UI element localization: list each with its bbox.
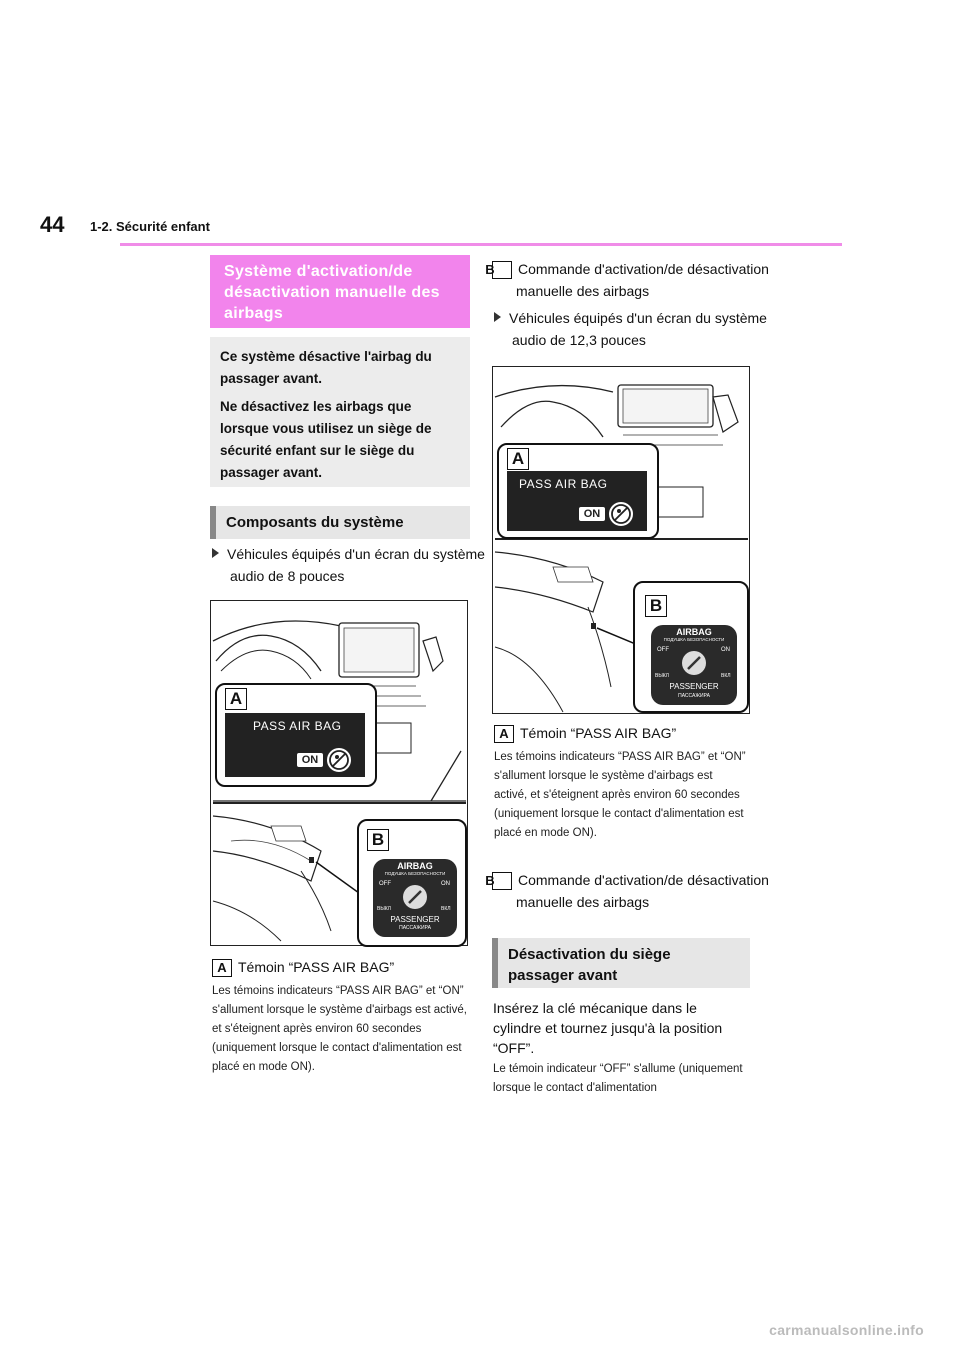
airbag-switch-panel-12in (651, 625, 737, 705)
bullet-8in (212, 543, 488, 587)
left-a-title (212, 956, 470, 978)
illustration-12in (492, 366, 750, 714)
header-rule (120, 243, 842, 246)
bullet-12in-text: Véhicules équipés d'un écran du système audio de 12,3 pouces (509, 310, 767, 348)
switch-airbag-label: AIRBAG (397, 861, 433, 871)
right-a-title-text: Témoin “PASS AIR BAG” (520, 725, 677, 741)
bullet-8in-text: Véhicules équipés d'un écran du système audio de 8 pouces (227, 546, 485, 584)
switch-airbag-label-12in: AIRBAG (676, 627, 712, 637)
right-a-description: Les témoins indicateurs “PASS AIR BAG” et “ON” s'allument lorsque le système d'airbags est activé, et s'éteignent après environ 60 secondes (uniquement lorsque le contact d'alimentation est placé en mode ON). (494, 751, 746, 839)
switch-on-ru-label: ВКЛ (441, 906, 451, 912)
switch-passenger-ru-label: ПАССАЖИРА (399, 925, 431, 931)
right-a-title (494, 722, 750, 744)
switch-ru-top-label-12in: ПОДУШКА БЕЗОПАСНОСТИ (663, 637, 725, 642)
switch-passenger-label: PASSENGER (390, 915, 440, 924)
key-cylinder-icon-12in (682, 651, 706, 675)
callout-b-label: B (367, 829, 389, 851)
airbag-off-icon (326, 747, 352, 773)
deactivation-heading: Désactivation du siège passager avant (492, 938, 750, 988)
watermark: carmanualsonline.info (769, 1322, 924, 1338)
callout-b-box-12in (633, 581, 749, 713)
switch-off-ru-label-12in: ВЫКЛ (655, 673, 669, 679)
bullet-12in (494, 307, 768, 351)
pass-airbag-indicator-12in (507, 471, 647, 531)
badge-b2: B (492, 872, 512, 890)
on-indicator: ON (297, 753, 323, 767)
badge-a: A (212, 959, 232, 977)
warning-line-2: Ne désactivez les airbags que lorsque vous utilisez un siège de sécurité enfant sur le siège du passager avant. (220, 399, 432, 480)
left-a-description: Les témoins indicateurs “PASS AIR BAG” et “ON” s'allument lorsque le système d'airbags est activé, et s'éteignent après environ 60 secondes (uniquement lorsque le contact d'alimentation est placé en mode ON). (212, 985, 467, 1073)
badge-a-right: A (494, 725, 514, 743)
bullet-triangle-icon (494, 312, 501, 322)
switch-ru-top-label: ПОДУШКА БЕЗОПАСНОСТИ (384, 871, 446, 876)
switch-on-ru-label-12in: ВКЛ (721, 673, 731, 679)
callout-a-box-12in (497, 443, 659, 539)
switch-on-label: ON (441, 881, 450, 887)
callout-b-box (357, 819, 467, 947)
pass-airbag-indicator (225, 713, 365, 777)
right-b-title-text: Commande d'activation/de désactivation manuelle des airbags (516, 261, 769, 299)
illustration-8in (210, 600, 468, 946)
left-a-title-text: Témoin “PASS AIR BAG” (238, 959, 395, 975)
right-b-title (485, 258, 774, 302)
deactivation-instruction: Insérez la clé mécanique dans le cylindre et tournez jusqu'à la position “OFF”. (493, 1000, 723, 1056)
callout-a-label: A (225, 688, 247, 710)
pass-airbag-text-12in: PASS AIR BAG (519, 477, 608, 491)
airbag-switch-panel (373, 859, 457, 937)
warning-line-1: Ce système désactive l'airbag du passager avant. (220, 349, 432, 386)
right-b2-title-text: Commande d'activation/de désactivation manuelle des airbags (516, 872, 769, 910)
switch-passenger-ru-label-12in: ПАССАЖИРА (678, 693, 710, 699)
bullet-triangle-icon (212, 548, 219, 558)
switch-passenger-label-12in: PASSENGER (669, 682, 719, 691)
airbag-off-icon-12in (608, 501, 634, 527)
pass-airbag-text: PASS AIR BAG (253, 719, 342, 733)
deactivation-note: Le témoin indicateur “OFF” s'allume (uniquement lorsque le contact d'alimentation (493, 1063, 743, 1094)
callout-a-label-12in: A (507, 448, 529, 470)
switch-on-label-12in: ON (721, 647, 730, 653)
components-heading: Composants du système (210, 506, 470, 539)
callout-b-label-12in: B (645, 595, 667, 617)
section-title: 1-2. Sécurité enfant (90, 219, 210, 234)
page-number: 44 (40, 212, 65, 237)
switch-off-label: OFF (379, 881, 391, 887)
callout-a-box (215, 683, 377, 787)
switch-off-ru-label: ВЫКЛ (377, 906, 391, 912)
section-heading-pink: Système d'activation/de désactivation manuelle des airbags (210, 255, 470, 328)
on-indicator-12in: ON (579, 507, 605, 521)
key-cylinder-icon (403, 885, 427, 909)
switch-off-label-12in: OFF (657, 647, 669, 653)
badge-b: B (492, 261, 512, 279)
warning-box (210, 337, 470, 487)
right-b2-title (485, 869, 774, 913)
